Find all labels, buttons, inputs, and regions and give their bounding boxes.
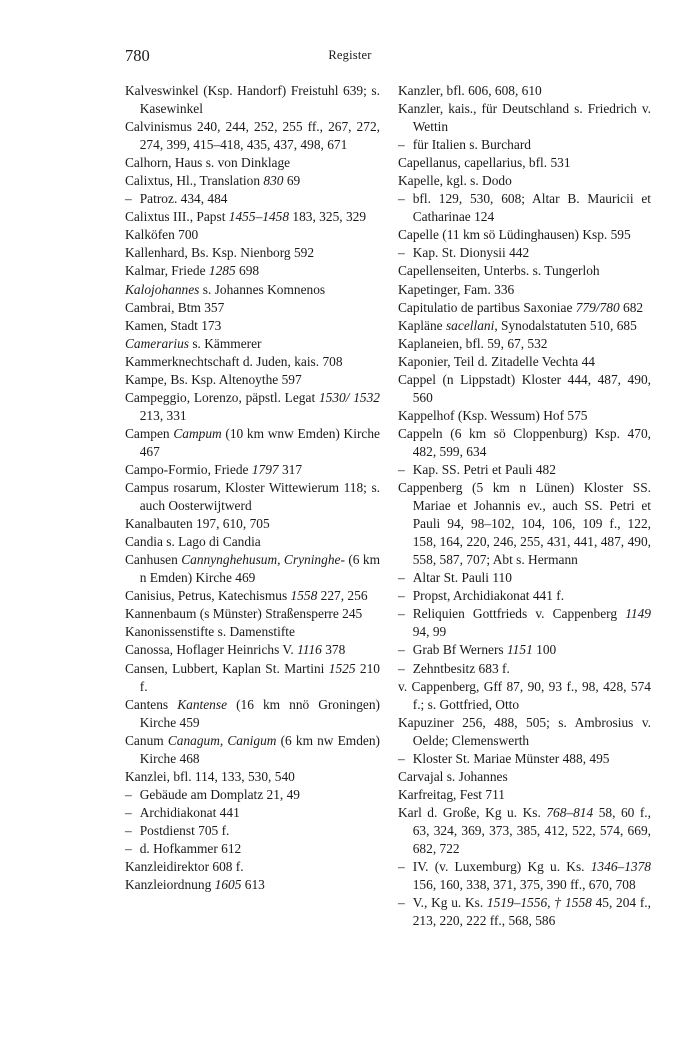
index-entry: Kaplaneien, bfl. 59, 67, 532	[398, 335, 548, 351]
index-entry: Calixtus, Hl., Translation 830 69	[125, 173, 301, 189]
index-entry: Campus rosarum, Kloster Wittewierum 118; s. auch Oosterwijtwerd	[125, 480, 380, 514]
index-entry: Capitulatio de partibus Saxoniae 779/780 682	[398, 299, 644, 315]
index-entry: Calhorn, Haus s. von Dinklage	[125, 155, 291, 171]
index-subentry: – Postdienst 705 f.	[125, 822, 380, 840]
index-entry: Karl d. Große, Kg u. Ks. 768–814 58, 60 f., 63, 324, 369, 373, 385, 412, 522, 574, 669, 682, 722	[398, 804, 652, 856]
index-entry: Cantens Kantense (16 km nnö Groningen) Kirche 459	[125, 696, 380, 730]
index-subentry: – Kap. St. Dionysii 442	[398, 244, 651, 262]
index-entry: Cambrai, Btm 357	[125, 299, 225, 315]
index-subentry: – IV. (v. Luxemburg) Kg u. Ks. 1346–1378 156, 160, 338, 371, 375, 390 ff., 670, 708	[398, 858, 651, 894]
index-entry: Kamen, Stadt 173	[125, 317, 222, 333]
index-entry: Kanzler, kais., für Deutschland s. Friedrich v. Wettin	[398, 101, 651, 135]
running-head: Register	[328, 48, 372, 62]
index-entry: Capelle (11 km sö Lüdinghausen) Ksp. 595	[398, 227, 631, 243]
index-entry: Kallenhard, Bs. Ksp. Nienborg 592	[125, 245, 315, 261]
index-subentry: – Archidiakonat 441	[125, 804, 380, 822]
index-subentry: – bfl. 129, 530, 608; Altar B. Mauricii et Catharinae 124	[398, 190, 651, 226]
index-entry: Kapelle, kgl. s. Dodo	[398, 173, 512, 189]
index-subentry: – Kap. SS. Petri et Pauli 482	[398, 461, 651, 479]
index-entry: Campeggio, Lorenzo, päpstl. Legat 1530/ 1532 213, 331	[125, 389, 380, 423]
index-entry: Canum Canagum, Canigum (6 km nw Emden) Kirche 468	[125, 732, 380, 766]
index-entry: Kammerknechtschaft d. Juden, kais. 708	[125, 353, 343, 369]
index-entry: Kapuziner 256, 488, 505; s. Ambrosius v. Oelde; Clemenswerth	[398, 714, 651, 748]
index-subentry: – Altar St. Pauli 110	[398, 569, 651, 587]
index-entry: Capellenseiten, Unterbs. s. Tungerloh	[398, 263, 600, 279]
index-entry: Kappelhof (Ksp. Wessum) Hof 575	[398, 407, 588, 423]
index-entry: Candia s. Lago di Candia	[125, 534, 261, 550]
index-entry: Kalveswinkel (Ksp. Handorf) Freistuhl 639; s. Kasewinkel	[125, 83, 380, 117]
index-entry: Calvinismus 240, 244, 252, 255 ff., 267, 272, 274, 399, 415–418, 435, 437, 498, 671	[125, 119, 380, 153]
index-entry: Canossa, Hoflager Heinrichs V. 1116 378	[125, 642, 346, 658]
index-column-right	[398, 82, 651, 930]
index-column-left	[125, 82, 380, 894]
index-entry: Kanonissenstifte s. Damenstifte	[125, 624, 295, 640]
index-subentry: – Kloster St. Mariae Münster 488, 495	[398, 750, 651, 768]
index-subentry: – V., Kg u. Ks. 1519–1556, † 1558 45, 204 f., 213, 220, 222 ff., 568, 586	[398, 894, 651, 930]
index-entry: Campen Campum (10 km wnw Emden) Kirche 467	[125, 425, 380, 459]
index-entry: Kannenbaum (s Münster) Straßensperre 245	[125, 606, 363, 622]
index-entry: Kanzler, bfl. 606, 608, 610	[398, 83, 542, 98]
index-entry: Campo-Formio, Friede 1797 317	[125, 461, 303, 477]
index-entry: v. Cappenberg, Gff 87, 90, 93 f., 98, 428, 574 f.; s. Gottfried, Otto	[398, 678, 651, 712]
index-subentry: – d. Hofkammer 612	[125, 840, 380, 858]
index-subentry: – für Italien s. Burchard	[398, 136, 651, 154]
index-entry: Kalköfen 700	[125, 227, 199, 243]
index-entry: Kanalbauten 197, 610, 705	[125, 516, 270, 532]
index-entry: Calixtus III., Papst 1455–1458 183, 325, 329	[125, 209, 367, 225]
index-entry: Canhusen Cannynghehusum, Cryninghe- (6 km n Emden) Kirche 469	[125, 552, 380, 586]
page-number: 780	[125, 46, 150, 65]
index-entry: Kanzleiordnung 1605 613	[125, 877, 265, 893]
index-entry: Cappeln (6 km sö Cloppenburg) Ksp. 470, 482, 599, 634	[398, 425, 651, 459]
index-entry: Kalojohannes s. Johannes Komnenos	[125, 281, 326, 297]
index-entry: Kanzleidirektor 608 f.	[125, 859, 244, 875]
index-entry: Camerarius s. Kämmerer	[125, 335, 262, 351]
index-subentry: – Gebäude am Domplatz 21, 49	[125, 786, 380, 804]
index-entry: Capellanus, capellarius, bfl. 531	[398, 155, 571, 171]
index-entry: Karfreitag, Fest 711	[398, 786, 505, 802]
index-entry: Cansen, Lubbert, Kaplan St. Martini 1525 210 f.	[125, 660, 380, 694]
index-entry: Kampe, Bs. Ksp. Altenoythe 597	[125, 371, 302, 387]
index-subentry: – Zehntbesitz 683 f.	[398, 660, 651, 678]
index-entry: Kapetinger, Fam. 336	[398, 281, 515, 297]
index-entry: Kalmar, Friede 1285 698	[125, 263, 260, 279]
index-subentry: – Reliquien Gottfrieds v. Cappenberg 1149 94, 99	[398, 605, 651, 641]
index-subentry: – Patroz. 434, 484	[125, 190, 380, 208]
index-entry: Carvajal s. Johannes	[398, 768, 508, 784]
index-subentry: – Propst, Archidiakonat 441 f.	[398, 587, 651, 605]
index-entry: Canisius, Petrus, Katechismus 1558 227, 256	[125, 588, 368, 604]
index-subentry: – Grab Bf Werners 1151 100	[398, 641, 651, 659]
index-entry: Kapläne sacellani, Synodalstatuten 510, 685	[398, 317, 637, 333]
index-entry: Kanzlei, bfl. 114, 133, 530, 540	[125, 768, 295, 784]
index-entry: Kaponier, Teil d. Zitadelle Vechta 44	[398, 353, 595, 369]
index-entry: Cappel (n Lippstadt) Kloster 444, 487, 490, 560	[398, 371, 651, 405]
index-entry: Cappenberg (5 km n Lünen) Kloster SS. Mariae et Johannis ev., auch SS. Petri et Pauli 94, 98–102, 104, 106, 109 f., 122, 158, 164, 220, 246, 255, 431, 441, 487, 490, 558, 587, 707; Abt s. Hermann	[398, 480, 651, 568]
